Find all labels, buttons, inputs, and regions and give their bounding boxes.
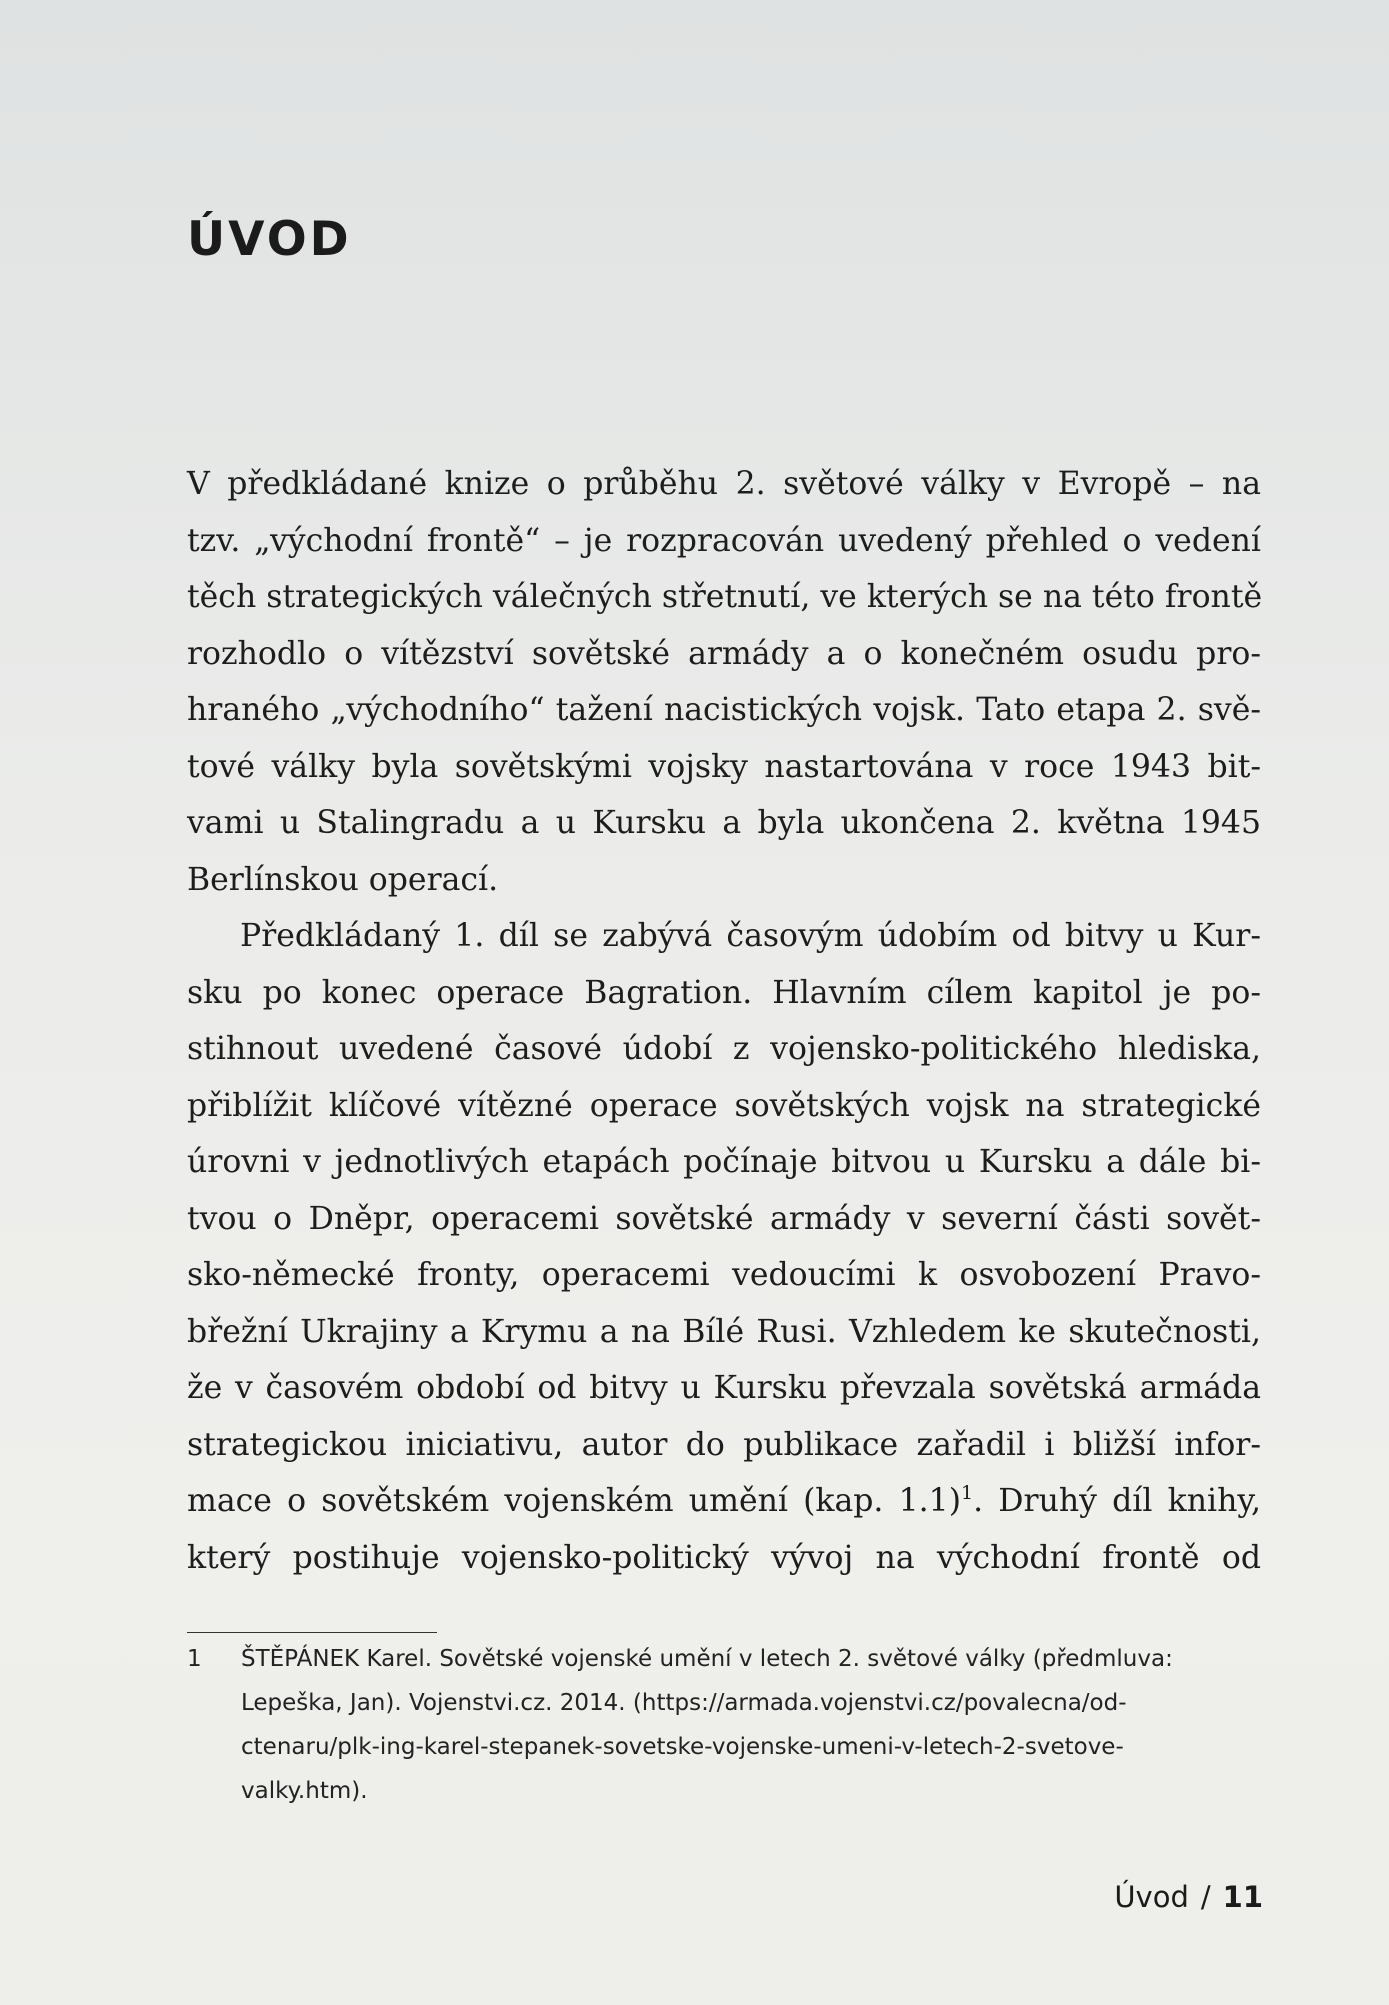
text-line: tzv. „východní frontě“ – je rozpracován uvedený přehled o vedení [187,522,1261,559]
text-line: tvou o Dněpr, operacemi sovětské armády v severní části sovět- [187,1200,1261,1237]
text-line: V předkládané knize o průběhu 2. světové války v Evropě – na [187,466,1261,502]
text-line: sku po konec operace Bagration. Hlavním cílem kapitol je po- [187,974,1261,1011]
paragraph-1 [187,456,1261,908]
text-line: Berlínskou operací. [187,861,499,898]
page-number: 11 [1222,1880,1263,1914]
chapter-heading: ÚVOD [187,212,352,267]
text-line: sko-německé fronty, operacemi vedoucími k osvobození Pravo- [187,1257,1261,1293]
footer-separator: / [1200,1880,1211,1914]
footnote-line: ŠTĚPÁNEK Karel. Sovětské vojenské umění v letech 2. světové války (předmluva: [241,1646,1173,1672]
text-line: těch strategických válečných střetnutí, ve kterých se na této frontě [187,579,1263,615]
text-line: přiblížit klíčové vítězné operace sovětských vojsk na strategické [187,1087,1261,1124]
footnote-divider [187,1632,437,1633]
text-line: stihnout uvedené časové údobí z vojensko-politického hlediska, [187,1031,1261,1067]
footnote-number: 1 [187,1646,202,1672]
footnote-reference[interactable]: 1 [961,1482,974,1504]
text-line: hraného „východního“ tažení nacistických vojsk. Tato etapa 2. svě- [187,692,1261,728]
footnote-line: ctenaru/plk-ing-karel-stepanek-sovetske-vojenske-umeni-v-letech-2-svetove- [241,1734,1124,1760]
footnote-line: Lepeška, Jan). Vojenstvi.cz. 2014. (https://armada.vojenstvi.cz/povalecna/od- [241,1690,1127,1716]
text-line: úrovni v jednotlivých etapách počínaje bitvou u Kursku a dále bi- [187,1144,1261,1180]
text-line: rozhodlo o vítězství sovětské armády a o konečném osudu pro- [187,635,1261,672]
text-segment: . Druhý díl knihy, [973,1483,1261,1519]
running-footer [1114,1880,1263,1914]
text-line: tové války byla sovětskými vojsky nastartována v roce 1943 bit- [187,748,1261,785]
footnote-line: valky.htm). [241,1778,368,1804]
text-line: že v časovém období od bitvy u Kursku převzala sovětská armáda [187,1370,1261,1406]
text-line: strategickou iniciativu, autor do publikace zařadil i bližší infor- [187,1426,1261,1463]
text-line: vami u Stalingradu a u Kursku a byla ukončena 2. května 1945 [187,805,1261,841]
body-text [187,456,1261,1586]
text-line: břežní Ukrajiny a Krymu a na Bílé Rusi. Vzhledem ke skutečnosti, [187,1313,1261,1350]
text-line: Předkládaný 1. díl se zabývá časovým údobím od bitvy u Kur- [240,918,1261,954]
text-line-with-footnote-ref [187,1473,1261,1530]
footnote-text [241,1637,1241,1813]
paragraph-2 [187,908,1261,1586]
footer-section-title: Úvod [1114,1880,1189,1914]
text-line: který postihuje vojensko-politický vývoj na východní frontě od [187,1539,1261,1576]
text-segment: mace o sovětském vojenském umění (kap. 1.1) [187,1483,962,1519]
